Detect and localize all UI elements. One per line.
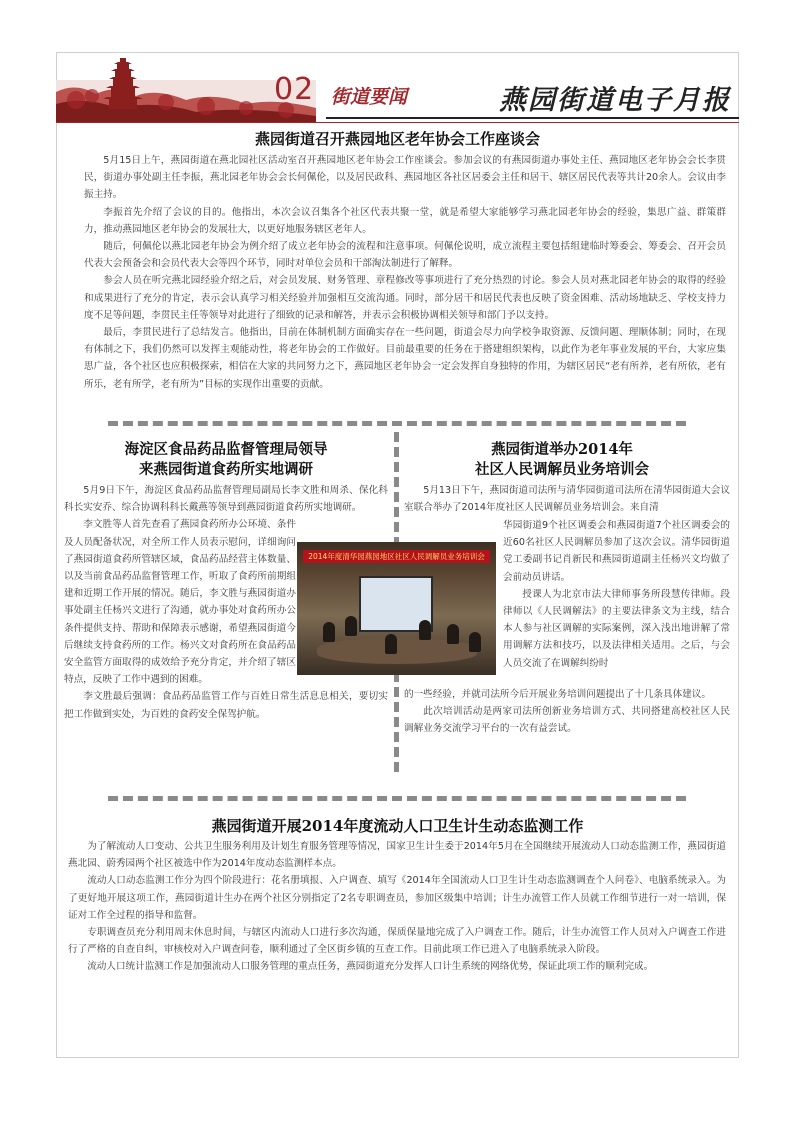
article1-paragraph: 李振首先介绍了会议的目的。他指出，本次会议召集各个社区代表共聚一堂，就是希望大家能够学习燕北园老年协会的经验，集思广益、群策群力，推动燕园地区老年协会的发展壮大，以更好地服务辖区老年人。: [84, 206, 726, 235]
section-number: 02: [274, 72, 315, 107]
article3-tail: [404, 686, 730, 738]
attendee-figure: [345, 616, 357, 636]
section-title: 街道要闻: [331, 86, 408, 108]
section-divider: [108, 796, 686, 801]
section-divider: [108, 421, 686, 426]
article3-paragraph: 授课人为北京市法大律师事务所段慧传律师。段律师以《人民调解法》的主要法律条文为主线，结合本人参与社区调解的实际案例，深入浅出地讲解了常用调解方法和技巧，以及法律相关适用。之后，与会人员交流了在调解纠纷时: [503, 588, 730, 669]
article2-title: [70, 440, 382, 480]
photo-banner: 2014年度清华园燕园地区社区人民调解员业务培训会: [303, 550, 490, 563]
article4-title: 燕园街道开展2014年度流动人口卫生计生动态监测工作: [211, 817, 584, 835]
article2-paragraph: 5月9日下午，海淀区食品药品监督管理局副局长李文胜和周杀、保化科科长实安乔、综合协调科科长戴燕等领导到燕园街道食药所实地调研。: [64, 485, 388, 514]
article1-paragraph: 最后，李贯民进行了总结发言。他指出，目前在体制机制方面确实存在一些问题，街道会尽力向学校争取资源、反馈问题、理顺体制；同时，在现有体制之下，我们仍然可以发挥主观能动性，将老年协会的工作做好。目前最重要的任务在于搭建组织架构，以此作为老年事业发展的平台，大家应集思广益，各个社区也应积极探索，相信在大家的共同努力之下，燕园地区老年协会一定会发挥自身独特的作用，为辖区居民“老有所养，老有所依，老有所乐，老有所学，老有所为”目标的实现作出重要的贡献。: [84, 327, 726, 390]
attendee-figure: [385, 634, 397, 654]
article1-paragraph: 5月15日上午，燕园街道在燕北园社区活动室召开燕园地区老年协会工作座谈会。参加会议的有燕园街道办事处主任、燕园地区老年协会会长李贯民，街道办事处副主任李振，燕北园老年协会会长何佩伦，以及居民政科、燕园地区各社区居委会主任和居干、辖区居民代表等共计20余人。会议由李振主持。: [84, 155, 726, 201]
article4-body: [68, 838, 726, 976]
article2-paragraph: 李文胜等人首先查看了燕园食药所办公环境、条件及人员配备状况，对全所工作人员表示慰问，详细询问了燕园街道食药所管辖区域，食品药品经营主体数量、以及当前食品药品监督管理工作，听取了食药所前期组建和近期工作开展的情况。随后，李文胜与燕园街道办事处副主任杨兴文进行了沟通，就办事处对食药所办公条件提供支持、帮助和保障表示感谢，希望燕园街道今后继续支持食药所的工作。杨兴文对食药所在食品药品安全监管方面取得的成效给予充分肯定，并介绍了辖区特点，反映了工作中遇到的困难。: [64, 519, 296, 686]
attendee-figure: [419, 620, 431, 640]
article3-paragraph: 5月13日下午，燕园街道司法所与清华园街道司法所在清华园街道大会议室联合举办了2014年度社区人民调解员业务培训会。来自清: [404, 485, 730, 514]
article3-title-line: 社区人民调解员业务培训会: [475, 461, 649, 478]
article2-title-line: 海淀区食品药品监督管理局领导: [124, 441, 328, 458]
article3-paragraph: 华园街道9个社区调委会和燕园街道7个社区调委会的近60名社区人民调解员参加了这次会议。清华园街道党工委副书记肖新民和燕园街道副主任杨兴文均做了会前动员讲话。: [503, 520, 730, 583]
header-rule: [326, 117, 739, 119]
article4-paragraph: 为了解流动人口变动、公共卫生服务利用及计划生育服务管理等情况，国家卫生计生委于2014年5月在全国继续开展流动人口动态监测工作，燕园街道燕北园、蔚秀园两个社区被选中作为2014年度动态监测样本点。: [68, 841, 726, 870]
article2-paragraph: 李文胜最后强调：食品药品监管工作与百姓日常生活息息相关，要切实把工作做到实处，为百姓的食药安全保驾护航。: [64, 691, 388, 720]
article3-title: [412, 440, 712, 480]
masthead-title: 燕园街道电子月报: [499, 85, 731, 116]
article3-title-line: 燕园街道举办2014年: [491, 441, 633, 458]
page-header: [56, 52, 739, 122]
article3-intro: [404, 482, 730, 516]
article1-paragraph: 随后，何佩伦以燕北园老年协会为例介绍了成立老年协会的流程和注意事项。何佩伦说明，成立流程主要包括组建临时筹委会、筹委会、召开会员代表大会预备会和会员代表大会等四个环节，同时对单位会员和干部淘汰制进行了解释。: [84, 241, 726, 270]
article1-title: 燕园街道召开燕园地区老年协会工作座谈会: [254, 130, 540, 148]
article3-paragraph: 的一些经验，并就司法所今后开展业务培训问题提出了十几条具体建议。: [404, 689, 711, 700]
article4-paragraph: 专职调查员充分利用周末休息时间，与辖区内流动人口进行多次沟通，保质保量地完成了入户调查工作。随后，计生办流管工作人员对入户调查工作进行了严格的自查自纠，审核校对入户调查问卷，顺利通过了全区街乡镇的互查工作。目前此项工作已进入了电脑系统录入阶段。: [68, 927, 726, 956]
training-photo: [297, 542, 496, 675]
article2-title-line: 来燕园街道食药所实地调研: [139, 461, 313, 478]
article1-paragraph: 参会人员在听完燕北园经验介绍之后，对会员发展、财务管理、章程修改等事项进行了充分热烈的讨论。参会人员对燕北园老年协会的取得的经验和成果进行了充分的肯定，表示会认真学习相关经验并加强相互交流沟通。同时，部分居干和居民代表也反映了资金困难、活动场地缺乏、学校支持力度不足等问题，李贯民主任等领导对此进行了细致的记录和解答，并表示会积极协调相关领导和部门予以支持。: [84, 275, 726, 321]
attendee-figure: [323, 622, 335, 642]
article3-wrap-text: [503, 517, 730, 672]
attendee-figure: [447, 624, 459, 644]
article3-paragraph: 此次培训活动是两家司法所创新业务培训方式、共同搭建高校社区人民调解业务交流学习平台的一次有益尝试。: [404, 706, 730, 735]
header-divider: [56, 122, 739, 123]
article1-body: [84, 152, 726, 393]
article4-paragraph: 流动人口统计监测工作是加强流动人口服务管理的重点任务，燕园街道充分发挥人口计生系统的网络优势，保证此项工作的顺利完成。: [87, 961, 654, 973]
article4-paragraph: 流动人口动态监测工作分为四个阶段进行：花名册填报、入户调查、填写《2014年全国流动人口卫生计生动态监测调查个人问卷》、电脑系统录入。为了更好地开展这项工作，燕园街道计生办在两个社区分别指定了2名专职调查员，参加区级集中培训；计生办流管工作人员就工作细节进行一对一培训，保证对工作全过程的指导和监督。: [68, 875, 726, 921]
attendee-figure: [469, 632, 481, 652]
